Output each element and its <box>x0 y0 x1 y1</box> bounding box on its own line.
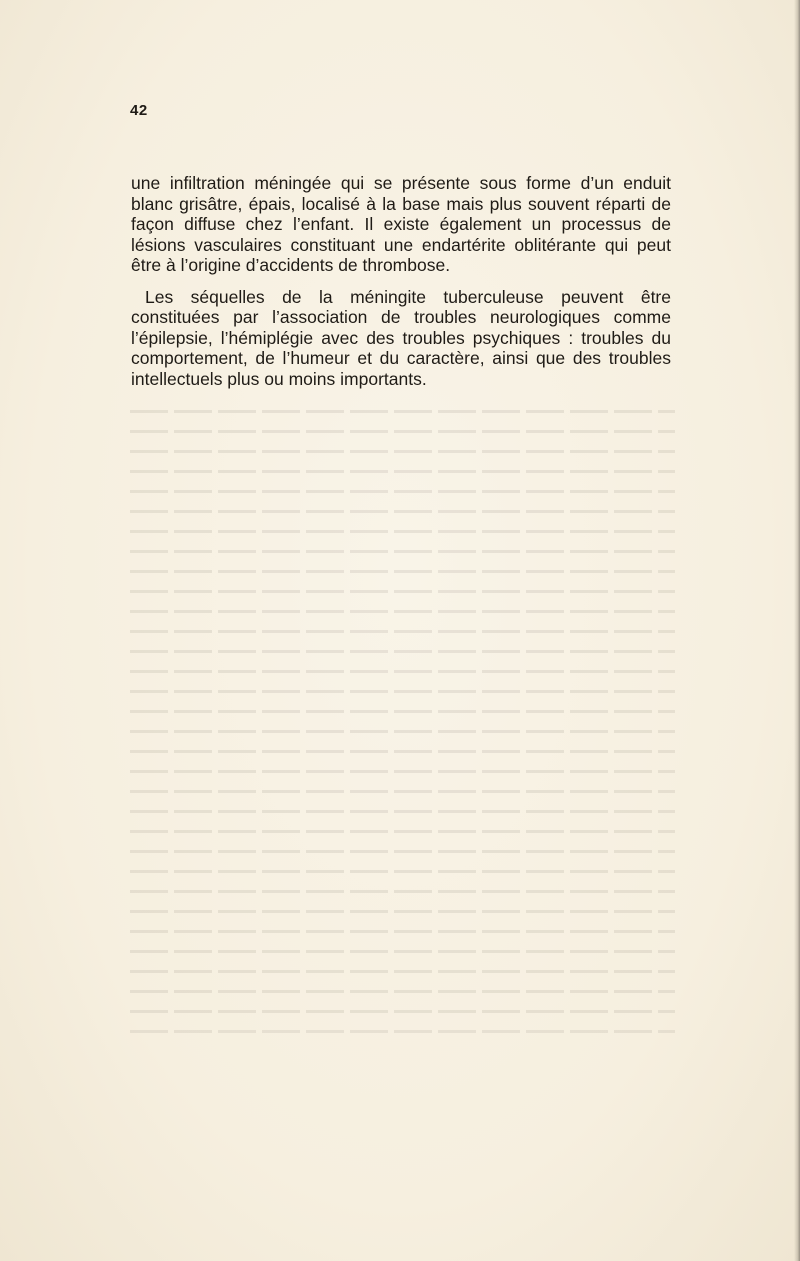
body-text <box>131 173 671 389</box>
show-through-text <box>130 410 675 1060</box>
page-number: 42 <box>130 102 148 119</box>
paragraph-2: Les séquelles de la méningite tuberculeuse peuvent être constituées par l’association de troubles neurologiques comme l’épilepsie, l’hémiplégie avec des troubles psychiques : troubles du comportement, de l’humeur et du caractère, ainsi que des troubles intellectuels plus ou moins importants. <box>131 286 671 389</box>
page-edge-shadow <box>794 0 800 1261</box>
paragraph-1: une infiltration méningée qui se présente sous forme d’un enduit blanc grisâtre, épais, localisé à la base mais plus souvent réparti de façon diffuse chez l’enfant. Il existe également un processus de lésions vasculaires constituant une endartérite oblitérante qui peut être à l’origine d’accidents de thrombose. <box>131 173 671 275</box>
